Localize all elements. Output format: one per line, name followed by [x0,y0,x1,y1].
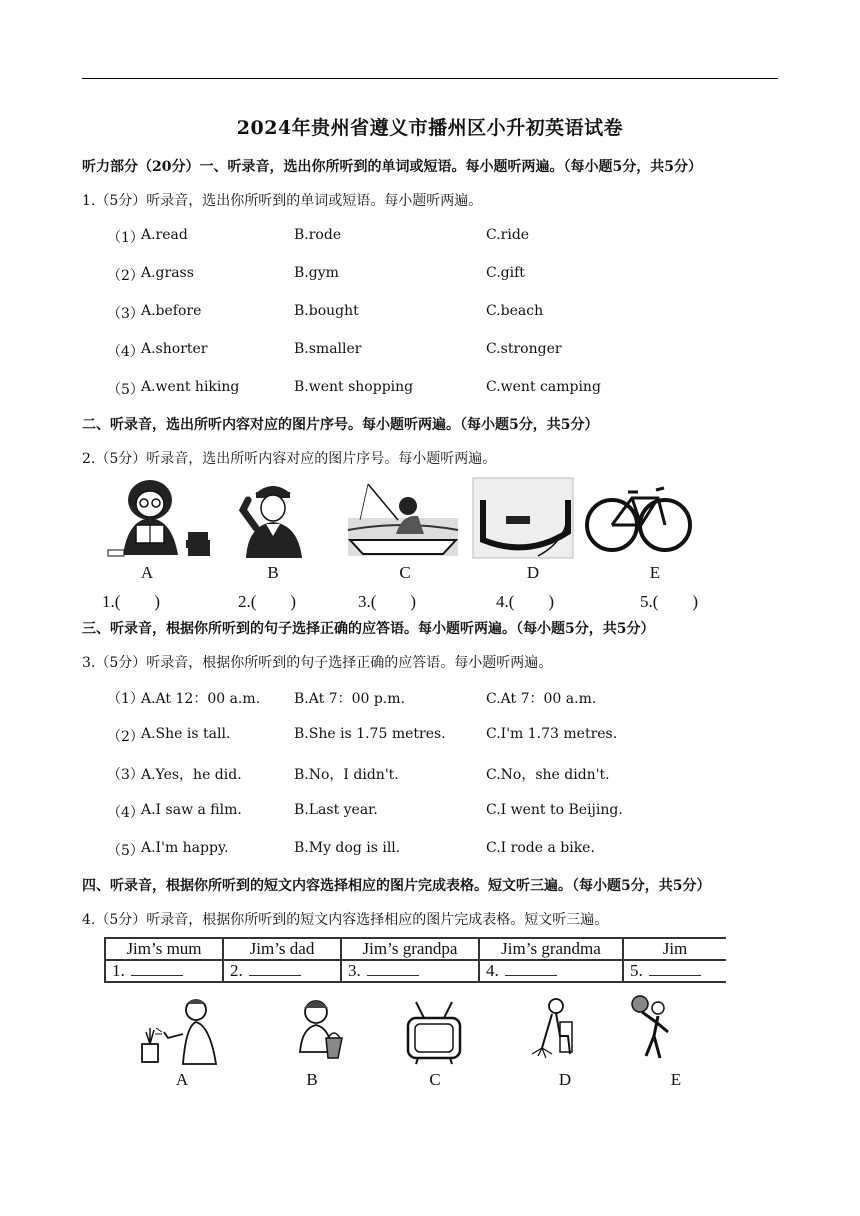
picture-label: D [558,1070,572,1089]
answer-blank[interactable]: 4.( ) [496,592,555,611]
option-c: C.I went to Beijing. [486,802,623,818]
option-b: B.No，I didn't. [294,767,399,783]
skateboard-ramp-icon [473,478,573,558]
bicycle-icon [587,488,690,550]
option-c: C.ride [486,227,530,243]
section4-heading: 四、听录音，根据你所听到的短文内容选择相应的图片完成表格。短文听三遍。（每小题5分，共5分） [82,878,711,894]
option-number: （4） [107,344,144,360]
option-a: A.I saw a film. [141,802,242,818]
section2-heading: 二、听录音，选出所听内容对应的图片序号。每小题听两遍。（每小题5分，共5分） [82,417,599,433]
cell-number: 2. [230,961,243,980]
option-c: C.went camping [486,379,601,395]
answer-line [131,963,183,976]
answer-line [649,963,701,976]
answer-line [505,963,557,976]
option-number: （5） [107,843,144,859]
option-b: B.Last year. [294,802,378,818]
table-header-row [105,938,726,960]
answer-line [367,963,419,976]
answer-blank[interactable]: 3.( ) [358,592,417,611]
family-activity-table [104,937,726,983]
option-c: C.gift [486,265,525,281]
cell-number: 1. [112,961,125,980]
option-c: C.I rode a bike. [486,840,595,856]
option-b: B.smaller [294,341,362,357]
basketball-player-icon [632,996,668,1058]
cell-number: 3. [348,961,361,980]
option-a: A.Yes，he did. [141,767,242,783]
section3-heading: 三、听录音，根据你所听到的句子选择正确的应答语。每小题听两遍。（每小题5分，共5分） [82,621,655,637]
option-a: A.At 12：00 a.m. [141,691,261,707]
police-officer-icon [243,486,302,558]
picture-label: C [429,1070,441,1089]
table-cell[interactable] [623,960,726,982]
table-header: Jim [623,938,726,960]
option-a: A.before [141,303,202,319]
option-number: （2） [107,729,144,745]
option-number: （1） [107,691,144,707]
picture-label: C [399,563,411,582]
option-c: C.No，she didn't. [486,767,610,783]
picture-label: E [670,1070,682,1089]
question-1-stem: 1.（5分）听录音，选出你所听到的单词或短语。每小题听两遍。 [82,193,483,209]
cell-number: 5. [630,961,643,980]
option-a: A.went hiking [141,379,240,395]
answer-blank[interactable]: 2.( ) [238,592,297,611]
option-a: A.read [141,227,188,243]
answer-blank[interactable]: 5.( ) [640,592,699,611]
option-number: （4） [107,805,144,821]
question-4-stem: 4.（5分）听录音，根据你所听到的短文内容选择相应的图片完成表格。短文听三遍。 [82,912,609,928]
question-2-stem: 2.（5分）听录音，选出所听内容对应的图片序号。每小题听两遍。 [82,451,497,467]
option-number: （3） [107,767,144,783]
table-header: Jim’s dad [223,938,341,960]
option-b: B.rode [294,227,342,243]
option-number: （1） [107,230,144,246]
option-c: C.I'm 1.73 metres. [486,726,618,742]
question-4-pictures [128,992,708,1072]
watering-plants-icon [142,999,216,1064]
page-title: 2024年贵州省遵义市播州区小升初英语试卷 [236,117,624,139]
option-a: A.She is tall. [141,726,231,742]
option-c: C.beach [486,303,544,319]
picture-label: B [306,1070,318,1089]
option-b: B.went shopping [294,379,414,395]
answer-line [249,963,301,976]
option-a: A.grass [141,265,194,281]
option-b: B.bought [294,303,359,319]
question-3-stem: 3.（5分）听录音，根据你所听到的句子选择正确的应答语。每小题听两遍。 [82,655,553,671]
picture-label: B [267,563,279,582]
table-answer-row [105,960,726,982]
table-header: Jim’s mum [105,938,223,960]
cell-number: 4. [486,961,499,980]
option-b: B.She is 1.75 metres. [294,726,446,742]
header-rule [82,78,778,79]
table-cell[interactable] [223,960,341,982]
option-number: （5） [107,382,144,398]
option-b: B.My dog is ill. [294,840,401,856]
picture-label: D [526,563,540,582]
option-b: B.gym [294,265,339,281]
table-cell[interactable] [105,960,223,982]
picture-label: E [649,563,661,582]
reading-woman-icon [108,480,210,556]
television-icon [408,1002,460,1064]
option-a: A.I'm happy. [141,840,229,856]
table-cell[interactable] [479,960,623,982]
option-number: （2） [107,268,144,284]
picture-label: A [175,1070,189,1089]
picture-label: A [140,563,154,582]
option-c: C.stronger [486,341,562,357]
fishing-boat-icon [348,484,458,556]
table-cell[interactable] [341,960,479,982]
option-b: B.At 7：00 p.m. [294,691,405,707]
shopping-basket-icon [300,1001,342,1058]
answer-blank[interactable]: 1.( ) [102,592,161,611]
table-header: Jim’s grandma [479,938,623,960]
sweeping-icon [532,999,572,1058]
option-c: C.At 7：00 a.m. [486,691,597,707]
table-header: Jim’s grandpa [341,938,479,960]
option-a: A.shorter [141,341,208,357]
section1-heading: 听力部分（20分）一、听录音，选出你所听到的单词或短语。每小题听两遍。（每小题5分，共5分） [82,159,702,175]
option-number: （3） [107,306,144,322]
